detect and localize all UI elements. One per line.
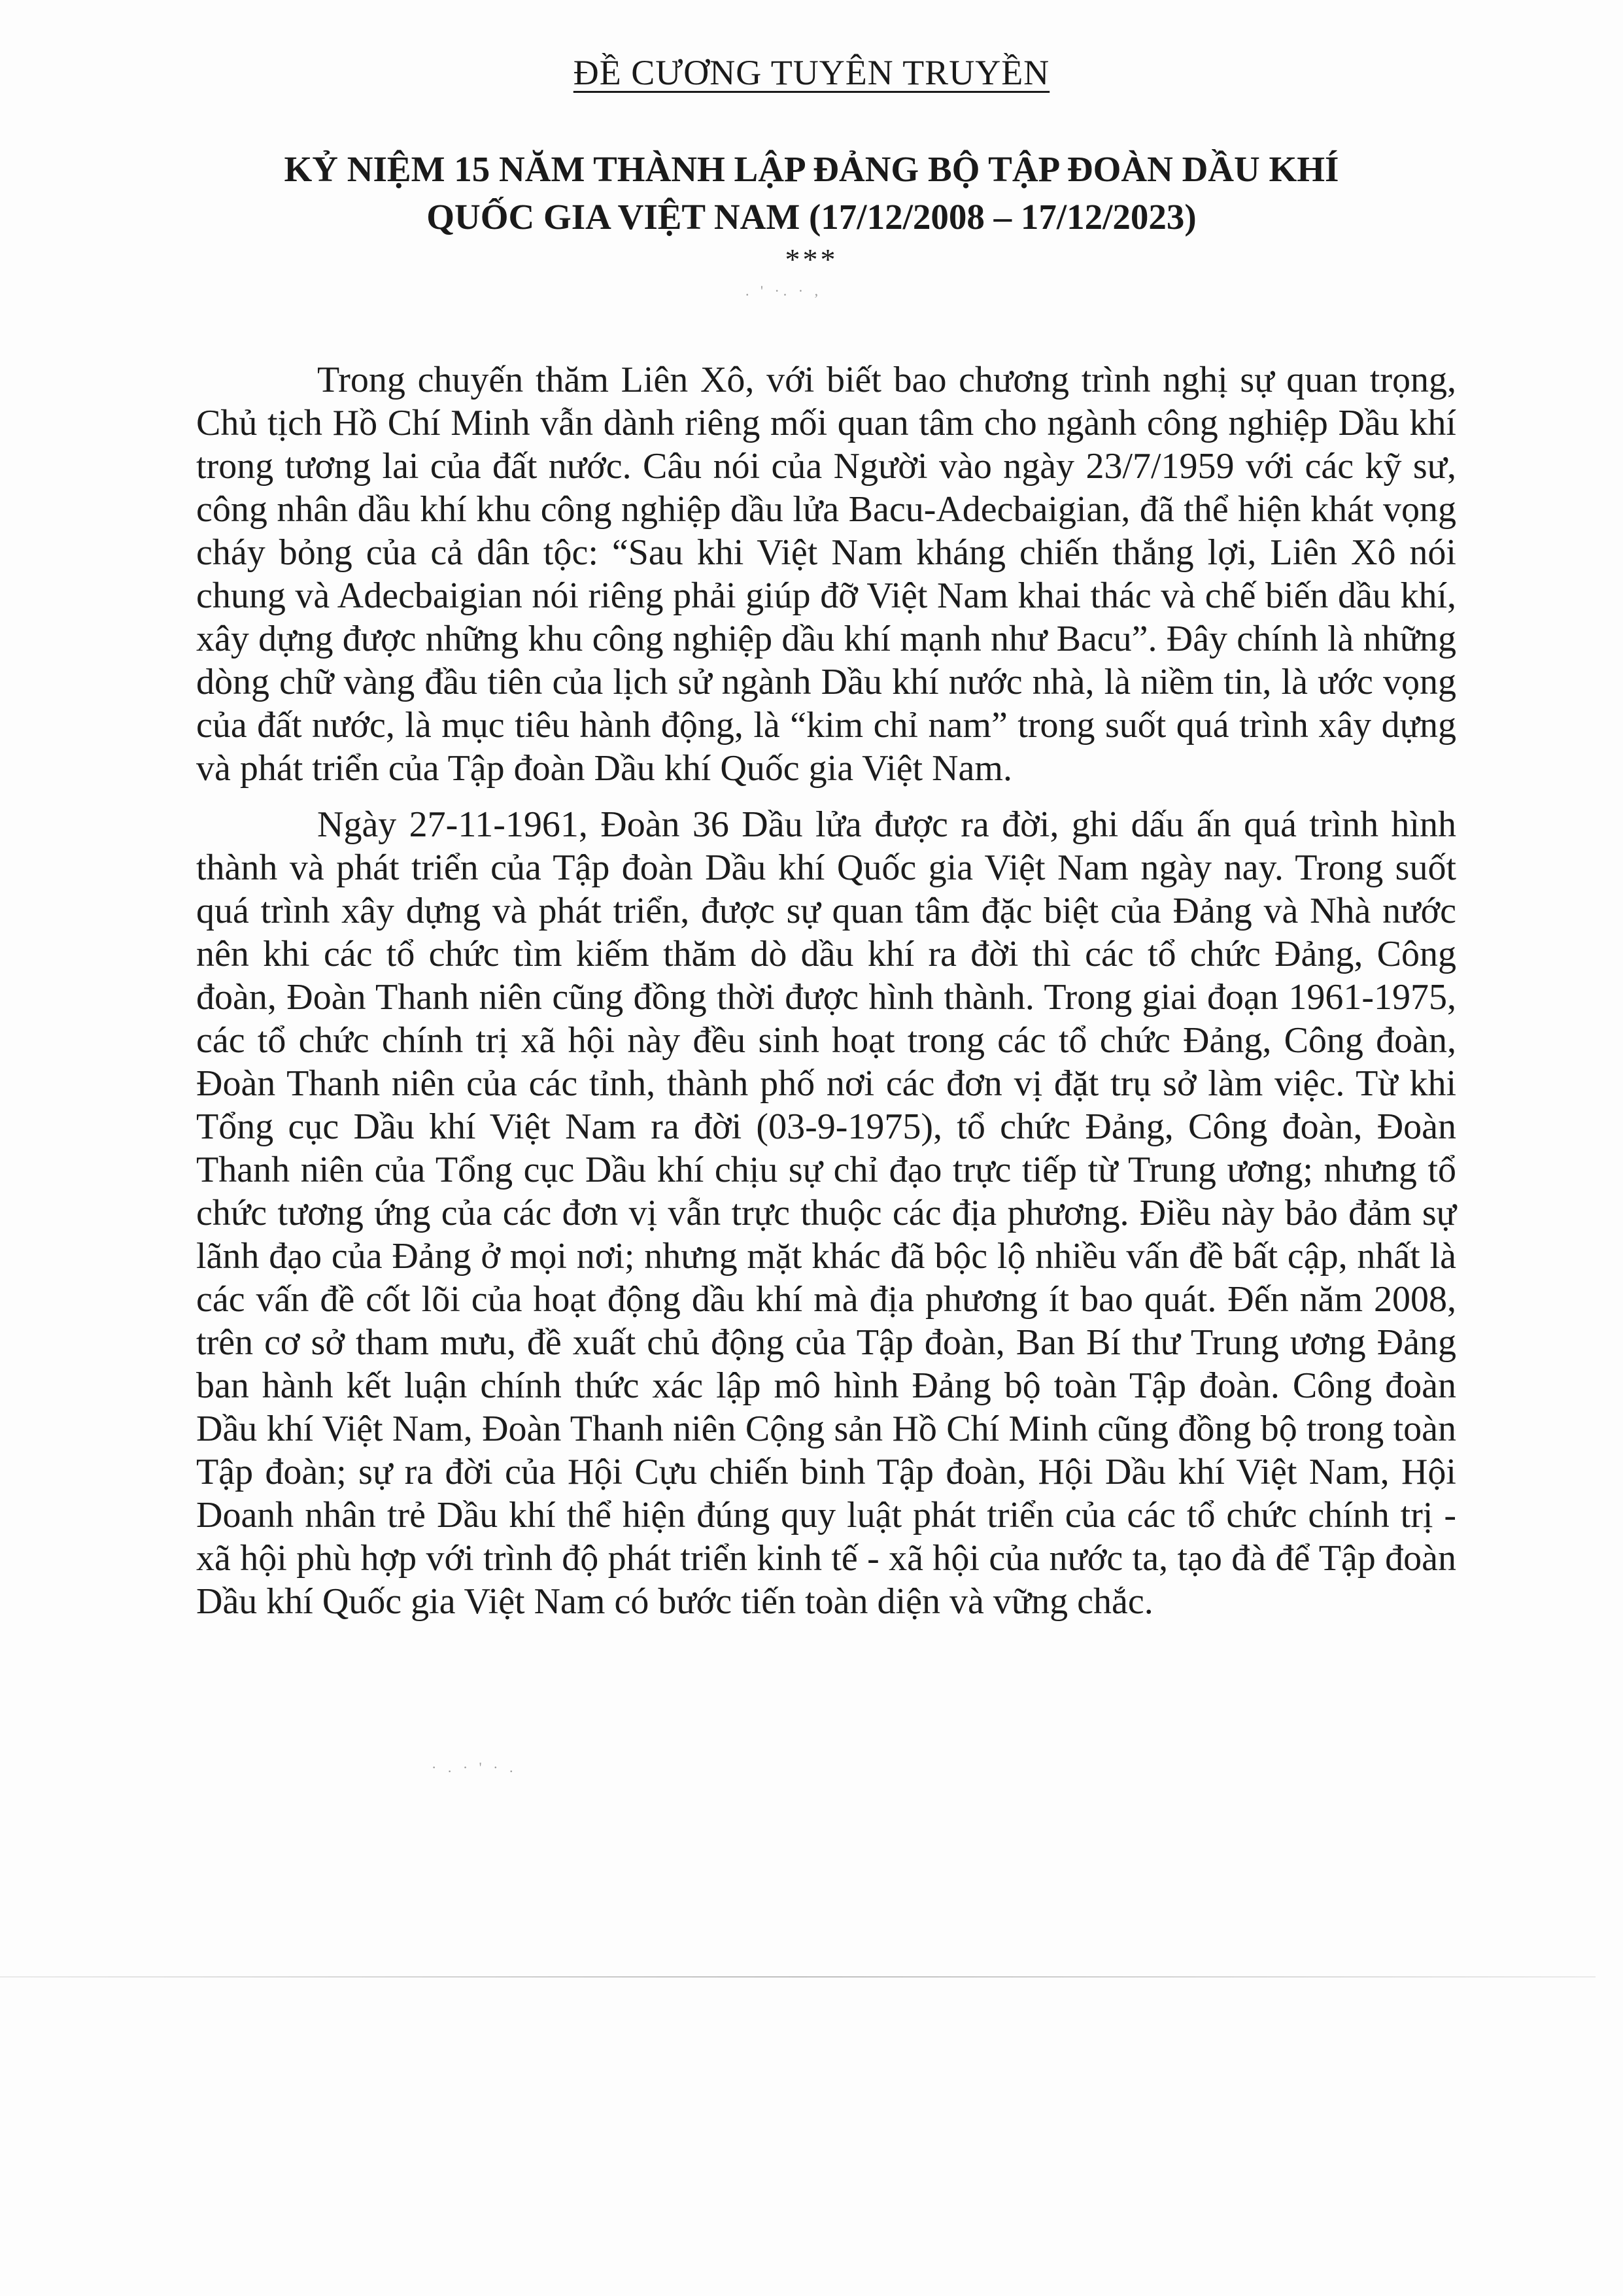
paragraph: Trong chuyến thăm Liên Xô, với biết bao chương trình nghị sự quan trọng, Chủ tịch Hồ Chí Minh vẫn dành riêng mối quan tâm cho ngành công nghiệp Dầu khí trong tương lai của đất nước. Câu nói của Người vào ngày 23/7/1959 với các kỹ sư, công nhân dầu khí khu công nghiệp dầu lửa Bacu-Adecbaigian, đã thể hiện khát vọng cháy bỏng của cả dân tộc: “Sau khi Việt Nam kháng chiến thắng lợi, Liên Xô nói chung và Adecbaigian nói riêng phải giúp đỡ Việt Nam khai thác và chế biến dầu khí, xây dựng được những khu công nghiệp dầu khí mạnh như Bacu”. Đây chính là những dòng chữ vàng đầu tiên của lịch sử ngành Dầu khí nước nhà, là niềm tin, là ước vọng của đất nước, là mục tiêu hành động, là “kim chỉ nam” trong suốt quá trình xây dựng và phát triển của Tập đoàn Dầu khí Quốc gia Việt Nam. <box>196 360 1456 789</box>
scan-speckle: . ' ·. · , <box>745 283 823 299</box>
title-line-2: QUỐC GIA VIỆT NAM (17/12/2008 – 17/12/2023) <box>426 197 1197 237</box>
body-text <box>196 358 1456 1636</box>
document-type-heading: ĐỀ CƯƠNG TUYÊN TRUYỀN <box>573 53 1050 92</box>
document-title <box>0 145 1623 241</box>
scan-artifact-line <box>0 1976 1596 1978</box>
title-separator: *** <box>785 243 838 276</box>
paragraph: Ngày 27-11-1961, Đoàn 36 Dầu lửa được ra đời, ghi dấu ấn quá trình hình thành và phát triển của Tập đoàn Dầu khí Quốc gia Việt Nam ngày nay. Trong suốt quá trình xây dựng và phát triển, được sự quan tâm đặc biệt của Đảng và Nhà nước nên khi các tổ chức tìm kiếm thăm dò dầu khí ra đời thì các tổ chức Đảng, Công đoàn, Đoàn Thanh niên cũng đồng thời được hình thành. Trong giai đoạn 1961-1975, các tổ chức chính trị xã hội này đều sinh hoạt trong các tổ chức Đảng, Công đoàn, Đoàn Thanh niên của các tỉnh, thành phố nơi các đơn vị đặt trụ sở làm việc. Từ khi Tổng cục Dầu khí Việt Nam ra đời (03-9-1975), tổ chức Đảng, Công đoàn, Đoàn Thanh niên của Tổng cục Dầu khí chịu sự chỉ đạo trực tiếp từ Trung ương; nhưng tổ chức tương ứng của các đơn vị vẫn trực thuộc các địa phương. Điều này bảo đảm sự lãnh đạo của Đảng ở mọi nơi; nhưng mặt khác đã bộc lộ nhiều vấn đề bất cập, nhất là các vấn đề cốt lõi của hoạt động dầu khí mà địa phương ít bao quát. Đến năm 2008, trên cơ sở tham mưu, đề xuất chủ động của Tập đoàn, Ban Bí thư Trung ương Đảng ban hành kết luận chính thức xác lập mô hình Đảng bộ toàn Tập đoàn. Công đoàn Dầu khí Việt Nam, Đoàn Thanh niên Cộng sản Hồ Chí Minh cũng đồng bộ trong toàn Tập đoàn; sự ra đời của Hội Cựu chiến binh Tập đoàn, Hội Dầu khí Việt Nam, Hội Doanh nhân trẻ Dầu khí thể hiện đúng quy luật phát triển của các tổ chức chính trị - xã hội phù hợp với trình độ phát triển kinh tế - xã hội của nước ta, tạo đà để Tập đoàn Dầu khí Quốc gia Việt Nam có bước tiến toàn diện và vững chắc. <box>196 804 1456 1622</box>
scan-speckle: · . · ' · . <box>432 1759 517 1775</box>
title-line-1: KỶ NIỆM 15 NĂM THÀNH LẬP ĐẢNG BỘ TẬP ĐOÀN DẦU KHÍ <box>284 149 1339 189</box>
